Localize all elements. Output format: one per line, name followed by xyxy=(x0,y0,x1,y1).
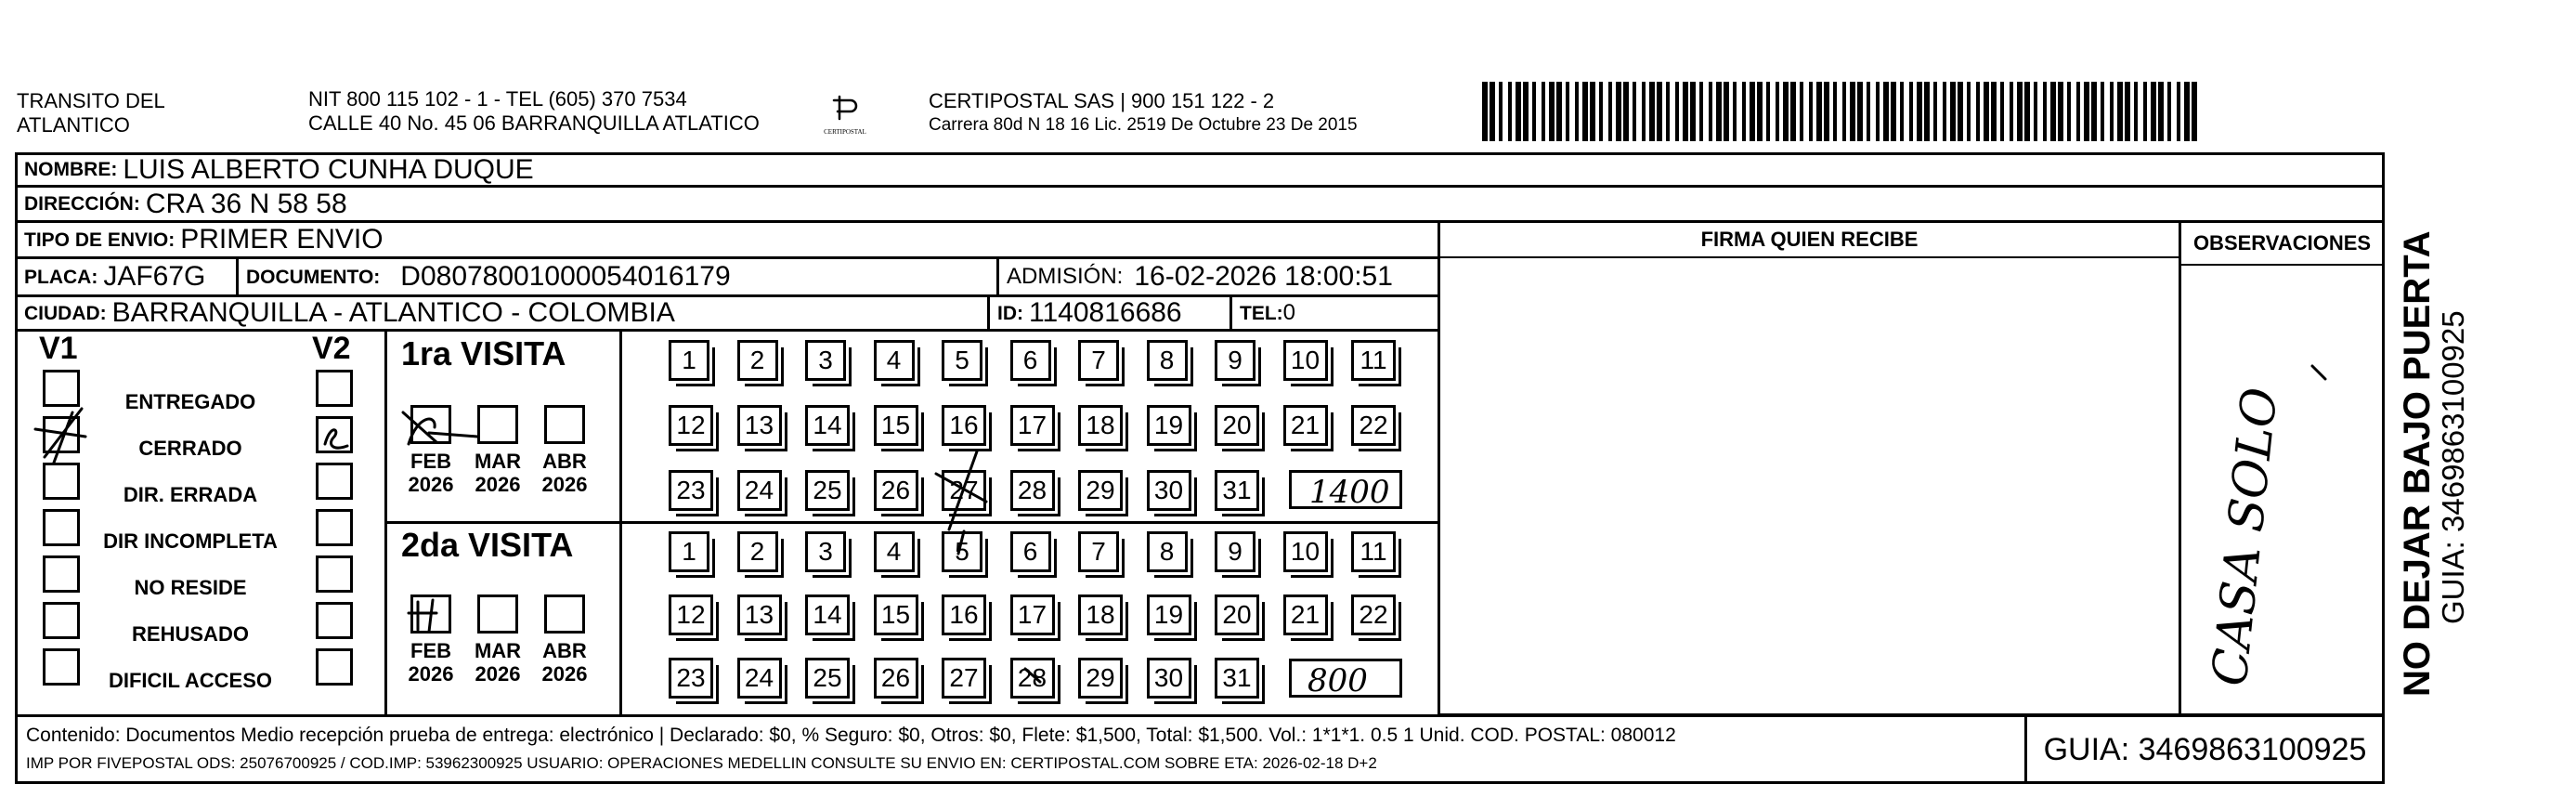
day-16-27-mark xyxy=(936,451,986,529)
logo-text: CERTIPOSTAL xyxy=(824,128,866,136)
day-box[interactable]: 3 xyxy=(805,531,846,572)
status-label: REHUSADO xyxy=(132,622,249,646)
day-box[interactable]: 4 xyxy=(874,531,915,572)
day-box[interactable]: 17 xyxy=(1010,405,1055,446)
day-box[interactable]: 26 xyxy=(874,470,918,511)
day-box[interactable]: 24 xyxy=(737,658,782,699)
day-box[interactable]: 29 xyxy=(1078,658,1123,699)
handwritten-time-second: 800 xyxy=(1308,662,1368,699)
status-label: DIFICIL ACCESO xyxy=(108,669,272,692)
day-box[interactable]: 5 xyxy=(942,340,982,381)
placa-label: PLACA: xyxy=(24,266,98,288)
day-28-second-mark xyxy=(1025,669,1040,682)
side-guia: GUIA: 3469863100925 xyxy=(2436,310,2470,624)
day-box[interactable]: 13 xyxy=(737,594,782,635)
handwritten-observation: CASA SOLO xyxy=(2202,385,2289,689)
placa-value: JAF67G xyxy=(103,261,206,292)
observation-tick-mark xyxy=(2312,366,2325,379)
month-name: FEB xyxy=(410,450,451,473)
cerrado-v2-mark xyxy=(325,430,347,448)
day-box[interactable]: 21 xyxy=(1283,594,1328,635)
nombre-value: LUIS ALBERTO CUNHA DUQUE xyxy=(123,153,534,185)
day-box[interactable]: 11 xyxy=(1351,531,1396,572)
day-box[interactable]: 3 xyxy=(805,340,846,381)
day-box[interactable]: 22 xyxy=(1351,405,1396,446)
status-label: NO RESIDE xyxy=(134,576,247,599)
month-name: MAR xyxy=(474,639,522,662)
day-box[interactable]: 15 xyxy=(874,594,918,635)
day-box[interactable]: 6 xyxy=(1010,340,1051,381)
day-box[interactable]: 23 xyxy=(669,658,713,699)
tipo-label: TIPO DE ENVIO: xyxy=(24,229,176,251)
admision-value: 16-02-2026 18:00:51 xyxy=(1134,261,1393,292)
observaciones-header: OBSERVACIONES xyxy=(2179,221,2385,266)
day-box[interactable]: 24 xyxy=(737,470,782,511)
day-5-second-mark xyxy=(958,531,964,554)
month-name: ABR xyxy=(542,450,587,473)
day-box[interactable]: 10 xyxy=(1283,531,1328,572)
day-box[interactable]: 26 xyxy=(874,658,918,699)
v1-label: V1 xyxy=(39,331,78,366)
tel-value: 0 xyxy=(1282,300,1296,325)
tipo-value: PRIMER ENVIO xyxy=(180,224,384,255)
day-box[interactable]: 19 xyxy=(1147,594,1191,635)
day-box[interactable]: 1 xyxy=(669,531,709,572)
company-line: CERTIPOSTAL SAS | 900 151 122 - 2 xyxy=(929,89,1275,112)
sender-org-line1: TRANSITO DEL xyxy=(17,89,165,112)
day-box[interactable]: 31 xyxy=(1215,470,1259,511)
day-box[interactable]: 18 xyxy=(1078,405,1123,446)
day-box[interactable]: 25 xyxy=(805,658,850,699)
status-label: CERRADO xyxy=(138,437,242,460)
status-label: DIR. ERRADA xyxy=(123,483,258,506)
ciudad-value: BARRANQUILLA - ATLANTICO - COLOMBIA xyxy=(111,297,675,328)
day-box[interactable]: 9 xyxy=(1215,531,1255,572)
footer-guia: GUIA: 3469863100925 xyxy=(2025,715,2385,784)
day-box[interactable]: 12 xyxy=(669,405,713,446)
day-box[interactable]: 16 xyxy=(942,594,986,635)
day-box[interactable]: 1 xyxy=(669,340,709,381)
side-warning: NO DEJAR BAJO PUERTA xyxy=(2397,230,2438,697)
footer-details xyxy=(15,715,2026,784)
id-label: ID: xyxy=(997,302,1023,324)
day-box[interactable]: 11 xyxy=(1351,340,1396,381)
month-name: FEB xyxy=(410,639,451,662)
month-name: ABR xyxy=(542,639,587,662)
month-year: 2026 xyxy=(475,662,521,686)
footer-line1: Contenido: Documentos Medio recepción prueba de entrega: electrónico | Declarado: $0, % Seguro: $0, Otros: $0, Flete: $1,500, Total: $1,500. Vol.: 1*1*1. 0.5 1 Unid. COD. POSTAL: 080012 xyxy=(26,725,1676,746)
nombre-label: NOMBRE: xyxy=(24,159,118,180)
day-box[interactable]: 8 xyxy=(1147,531,1188,572)
v2-label: V2 xyxy=(312,331,351,366)
day-box[interactable]: 20 xyxy=(1215,405,1259,446)
day-box[interactable]: 22 xyxy=(1351,594,1396,635)
month-year: 2026 xyxy=(541,662,588,686)
tel-label: TEL: xyxy=(1240,302,1283,324)
license-line: Carrera 80d N 18 16 Lic. 2519 De Octubre 23 De 2015 xyxy=(929,115,1358,135)
nit-line: NIT 800 115 102 - 1 - TEL (605) 370 7534 xyxy=(308,87,687,111)
cerrado-v1-check-mark xyxy=(35,409,85,463)
day-box[interactable]: 10 xyxy=(1283,340,1328,381)
day-box[interactable]: 28 xyxy=(1010,658,1055,699)
day-box[interactable]: 12 xyxy=(669,594,713,635)
documento-value: D08078001000054016179 xyxy=(400,261,731,292)
day-box[interactable]: 31 xyxy=(1215,658,1259,699)
address-line: CALLE 40 No. 45 06 BARRANQUILLA ATLATICO xyxy=(308,111,760,135)
day-box[interactable]: 29 xyxy=(1078,470,1123,511)
firma-header: FIRMA QUIEN RECIBE xyxy=(1438,221,2180,258)
ciudad-label: CIUDAD: xyxy=(24,302,107,324)
day-box[interactable]: 27 xyxy=(942,658,986,699)
day-box[interactable]: 14 xyxy=(805,405,850,446)
first-visit-title: 1ra VISITA xyxy=(401,334,566,372)
feb-first-visit-mark xyxy=(403,412,477,444)
month-year: 2026 xyxy=(475,473,521,496)
day-box[interactable]: 20 xyxy=(1215,594,1259,635)
sender-org-line2: ATLANTICO xyxy=(17,113,130,137)
direccion-label: DIRECCIÓN: xyxy=(24,193,140,215)
status-label: ENTREGADO xyxy=(124,390,256,413)
month-year: 2026 xyxy=(408,662,454,686)
day-box[interactable]: 30 xyxy=(1147,470,1191,511)
day-box[interactable]: 2 xyxy=(737,531,778,572)
day-box[interactable]: 27 xyxy=(942,470,986,511)
day-box[interactable]: 17 xyxy=(1010,594,1055,635)
day-box[interactable]: 4 xyxy=(874,340,915,381)
second-visit-title: 2da VISITA xyxy=(401,526,574,564)
direccion-value: CRA 36 N 58 58 xyxy=(145,188,347,219)
day-box[interactable]: 14 xyxy=(805,594,850,635)
id-value: 1140816686 xyxy=(1029,297,1182,328)
day-box[interactable]: 25 xyxy=(805,470,850,511)
month-year: 2026 xyxy=(541,473,588,496)
day-box[interactable]: 16 xyxy=(942,405,986,446)
day-box[interactable]: 9 xyxy=(1215,340,1255,381)
admision-label: ADMISIÓN: xyxy=(1007,264,1124,289)
footer-line2: IMP POR FIVEPOSTAL ODS: 25076700925 / COD.IMP: 53962300925 USUARIO: OPERACIONES MEDELLIN CONSULTE SU ENVIO EN: CERTIPOSTAL.COM SOBRE ETA: 2026-02-18 D+2 xyxy=(26,754,1377,772)
day-box[interactable]: 21 xyxy=(1283,405,1328,446)
day-box[interactable]: 23 xyxy=(669,470,713,511)
day-box[interactable]: 2 xyxy=(737,340,778,381)
day-box[interactable]: 30 xyxy=(1147,658,1191,699)
status-label: DIR INCOMPLETA xyxy=(103,529,278,553)
day-box[interactable]: 5 xyxy=(942,531,982,572)
day-box[interactable]: 6 xyxy=(1010,531,1051,572)
day-box[interactable]: 18 xyxy=(1078,594,1123,635)
day-box[interactable]: 13 xyxy=(737,405,782,446)
day-box[interactable]: 7 xyxy=(1078,340,1119,381)
handwritten-time-first: 1400 xyxy=(1309,474,1390,511)
documento-label: DOCUMENTO: xyxy=(246,266,381,288)
day-box[interactable]: 8 xyxy=(1147,340,1188,381)
day-box[interactable]: 28 xyxy=(1010,470,1055,511)
month-year: 2026 xyxy=(408,473,454,496)
day-box[interactable]: 7 xyxy=(1078,531,1119,572)
month-name: MAR xyxy=(474,450,522,473)
day-box[interactable]: 15 xyxy=(874,405,918,446)
day-box[interactable]: 19 xyxy=(1147,405,1191,446)
feb-second-visit-mark xyxy=(409,600,436,632)
